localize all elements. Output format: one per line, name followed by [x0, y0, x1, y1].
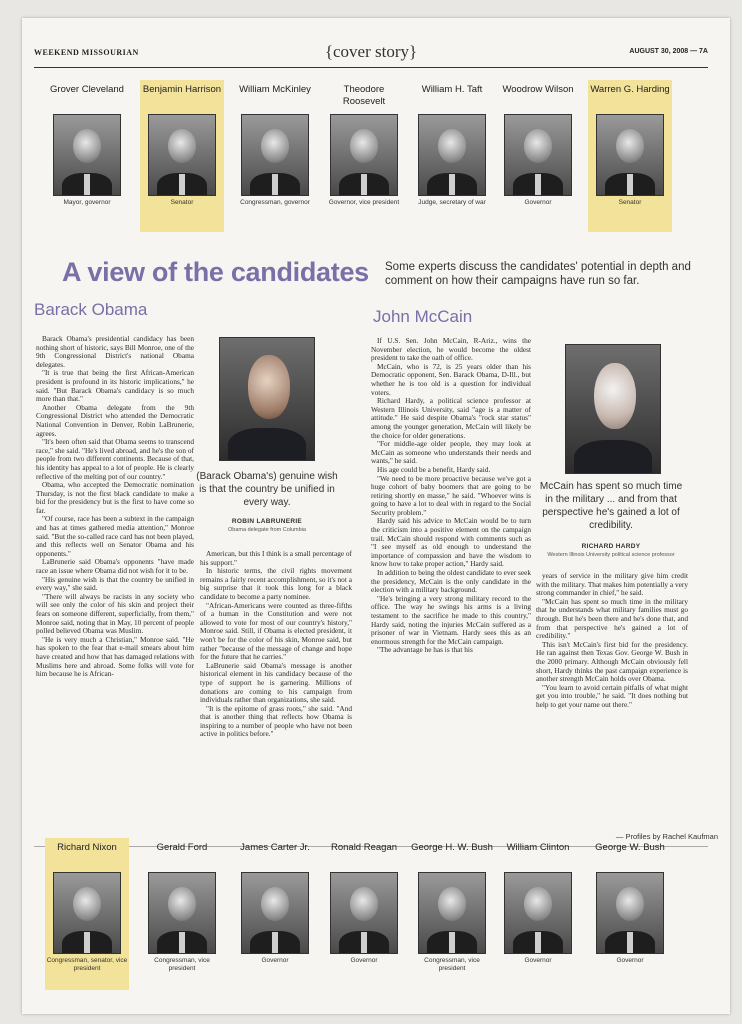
president-caption: Governor, vice president: [328, 199, 400, 206]
president-name: Warren G. Harding: [590, 84, 670, 95]
article-paragraph: "It is true that being the first African-American president is profound in its historic implications," he said. "But Barack Obama's candidacy is so much more than that.": [36, 368, 194, 404]
mccain-column-1: [371, 337, 531, 838]
section-label: {cover story}: [324, 42, 418, 61]
article-paragraph: "He's bringing a very strong military record to the office. The way he swings his arms is a living testament to the sacrifice he made to this country," Hardy said, noting the injuries McCain suffered as a prisoner of war in Vietnam. Hardy sees this as an enormous strength for the McCain campaign.: [371, 593, 531, 646]
obama-photo: [219, 337, 315, 461]
president-card: [410, 80, 494, 232]
article-paragraph: "Of course, race has been a subtext in the campaign and has at times gathered media attention," Monroe said. "But the so-called race card has not been played, and this reflects well on Senator Obama and his opponents.": [36, 514, 194, 558]
article-paragraph: "McCain has spent so much time in the military that he understands what military families must go through. But he's been there and he's done that, and from that perspective he's gained a lot of credibility.": [536, 596, 688, 641]
obama-column-1: [36, 335, 194, 838]
president-card: [496, 838, 580, 990]
president-portrait: [148, 872, 216, 954]
obama-section-title: Barack Obama: [34, 300, 148, 319]
headline: A view of the candidates: [62, 257, 369, 287]
president-name: Benjamin Harrison: [142, 84, 222, 95]
president-portrait: [241, 872, 309, 954]
article-paragraph: "It is the epitome of grass roots," she said. "And that is another thing that reflects how Obama is inspiring to a number of people who have not been active in politics before.": [200, 703, 352, 739]
article-paragraph: years of service in the military give him credit with the military. That makes him potentially a very strong commander in chief," he said.: [536, 572, 688, 598]
mccain-section-title: John McCain: [373, 307, 473, 326]
article-paragraph: His age could be a benefit, Hardy said.: [377, 464, 491, 474]
president-portrait: [596, 114, 664, 196]
article-paragraph: Hardy said his advice to McCain would be to turn the criticism into a positive element on the campaign trail. McCain should respond with comments such as "I see myself as old enough to understand the importance of compassion and have the wisdom to know how to take proper action," Hardy said.: [371, 516, 531, 569]
obama-pull-quote: (Barack Obama's) genuine wish is that the country be unified in every way.: [196, 471, 338, 508]
president-card: [410, 838, 494, 990]
article-paragraph: "For middle-age older people, they may look at McCain as someone who understands their needs and wants," he said.: [371, 439, 531, 466]
president-name: George H. W. Bush: [411, 842, 493, 853]
president-portrait: [148, 114, 216, 196]
president-name: Theodore Roosevelt: [342, 84, 386, 107]
mccain-quote-role: Western Illinois University political science professor: [547, 552, 675, 558]
article-paragraph: Barack Obama's presidential candidacy has been nothing short of historic, says Bill Monroe, one of the 9th Congressional District's national Obama delegates.: [36, 335, 194, 369]
byline-credit: — Profiles by Rachel Kaufman: [615, 832, 718, 841]
article-paragraph: "African-Americans were counted as three-fifths of a human in the Constitution and were not allowed to vote for most of our country's history," Monroe said. Still, if Obama is elected president, it won't be for the color of his skin, Monroe said, but rather "because of the message of change and hope for the future that he carries.": [200, 600, 352, 662]
president-portrait: [418, 872, 486, 954]
article-paragraph: "It's been often said that Obama seems to transcend race," she said. "He's lived abroad, and he's the son of people from two different continents. Because of that, his identity has appeal to a lot of people. He is clearly reflective of the melting pot of our country.": [36, 437, 194, 481]
president-caption: Governor: [524, 199, 552, 206]
mccain-quote-name: RICHARD HARDY: [581, 543, 641, 550]
president-portrait: [596, 872, 664, 954]
article-paragraph: Another Obama delegate from the 9th Congressional District who attended the Democratic National Convention in Denver, Robin LaBrunerie, agrees.: [36, 402, 194, 438]
obama-quote-name: ROBIN LABRUNERIE: [231, 518, 303, 525]
mccain-pull-quote: McCain has spent so much time in the military ... and from that perspective he's gained a lot of credibility.: [539, 481, 683, 531]
article-paragraph: In addition to being the oldest candidate to ever seek the presidency, McCain is the only candidate in the election with a military background.: [371, 568, 531, 595]
president-portrait: [418, 114, 486, 196]
article-paragraph: LaBrunerie said Obama's opponents "have made race an issue where Obama did not wish for it to be.: [36, 557, 194, 576]
president-caption: Governor: [350, 957, 378, 964]
president-caption: Congressman, governor: [240, 199, 310, 206]
president-caption: Mayor, governor: [63, 199, 111, 206]
president-card: [588, 838, 672, 990]
president-card: [45, 838, 129, 990]
president-card: [496, 80, 580, 232]
article-paragraph: Richard Hardy, a political science professor at Western Illinois University, said "age is a matter of attitude." He said despite Obama's "rock star status" among the younger generation, McCain will likely be the choice for older generations.: [371, 396, 531, 440]
president-name: William Clinton: [506, 842, 570, 853]
president-caption: Governor: [616, 957, 644, 964]
president-card: [233, 838, 317, 990]
deck: Some experts discuss the candidates' potential in depth and comment on how their campaigns have run so far.: [385, 261, 691, 287]
president-caption: Congressman, vice president: [154, 957, 210, 972]
article-paragraph: "The advantage he has is that his: [377, 645, 473, 655]
president-name: Ronald Reagan: [330, 842, 398, 853]
president-name: Grover Cleveland: [50, 84, 124, 95]
president-caption: Congressman, senator, vice president: [46, 957, 128, 972]
obama-quote-role: Obama delegate from Columbia: [228, 527, 306, 533]
president-caption: Senator: [618, 199, 642, 206]
president-name: Richard Nixon: [57, 842, 117, 853]
president-name: George W. Bush: [595, 842, 665, 853]
president-name: William McKinley: [239, 84, 311, 95]
article-paragraph: Obama, who accepted the Democratic nomination Thursday, is not the first black candidate to make a bid for the presidency but is the first to have come so far.: [36, 480, 194, 515]
president-portrait: [53, 114, 121, 196]
president-card: [588, 80, 672, 232]
obama-column-2: [200, 550, 352, 838]
president-portrait: [330, 114, 398, 196]
president-name: William H. Taft: [421, 84, 483, 95]
date-page: AUGUST 30, 2008 — 7A: [629, 48, 708, 55]
president-card: [140, 80, 224, 232]
article-paragraph: "He is very much a Christian," Monroe said. "He has spoken to the fear that e-mail smears about him have created and how that has damaged relations with Muslims here and abroad. Some folks will vote for him because he is African-: [36, 634, 194, 679]
president-portrait: [330, 872, 398, 954]
article-paragraph: "We need to be more proactive because we've got a huge cohort of baby boomers that are going to be retiring shortly en masse," he said. "Whoever wins is going to have a lot to deal with in regard to the Social Security problem.": [371, 473, 531, 517]
president-card: [140, 838, 224, 990]
paper-name: WEEKEND MISSOURIAN: [34, 48, 139, 57]
article-paragraph: In historic terms, the civil rights movement remains a fairly recent accomplishment, so it's not a big surprise that it took this long for a black candidate to become a party nominee.: [200, 566, 352, 601]
article-paragraph: If U.S. Sen. John McCain, R-Ariz., wins the November election, he would become the oldest president to take the oath of office.: [371, 337, 531, 363]
president-caption: Judge, secretary of war: [418, 199, 486, 206]
president-portrait: [53, 872, 121, 954]
president-card: [322, 838, 406, 990]
president-portrait: [241, 114, 309, 196]
president-card: [233, 80, 317, 232]
masthead: [34, 42, 708, 68]
president-portrait: [504, 872, 572, 954]
article-paragraph: "There will always be racists in any society who will see only the color of his skin and project their fears on someone different, superficially, from them," Monroe said, noting that in May, 10 percent of people polled believed Obama was Muslim.: [36, 591, 194, 636]
president-card: [45, 80, 129, 232]
article-paragraph: "You learn to avoid certain pitfalls of what might get you into trouble," he said. "It does nothing but help to get your name out there.": [536, 682, 688, 709]
mccain-column-2: [536, 572, 688, 802]
mccain-photo: [565, 344, 661, 474]
president-caption: Governor: [524, 957, 552, 964]
article-paragraph: McCain, who is 72, is 25 years older than his Democratic opponent, Sen. Barack Obama, D-Ill., but whether he is too old is a question for individual voters.: [371, 361, 531, 397]
article-paragraph: This isn't McCain's first bid for the presidency. He ran against then Texas Gov. George W. Bush in the 2000 primary. Although McCain obviously fell short, Hardy thinks the past campaign experience is another strength McCain holds over Obama.: [536, 639, 688, 684]
president-caption: Senator: [170, 199, 194, 206]
article-paragraph: "His genuine wish is that the country be unified in every way," she said.: [36, 574, 194, 593]
president-card: [322, 80, 406, 232]
president-portrait: [504, 114, 572, 196]
president-name: Gerald Ford: [156, 842, 208, 853]
article-paragraph: LaBrunerie said Obama's message is another historical element in his candidacy because of the type of support he is garnering. Millions of donations are coming to his campaign from individuals rather than organizations, she said.: [200, 660, 352, 705]
president-caption: Congressman, vice president: [424, 957, 480, 972]
president-name: Woodrow Wilson: [502, 84, 574, 95]
article-paragraph: American, but this I think is a small percentage of his support.": [200, 550, 352, 567]
president-name: James Carter Jr.: [240, 842, 310, 853]
president-caption: Governor: [261, 957, 289, 964]
